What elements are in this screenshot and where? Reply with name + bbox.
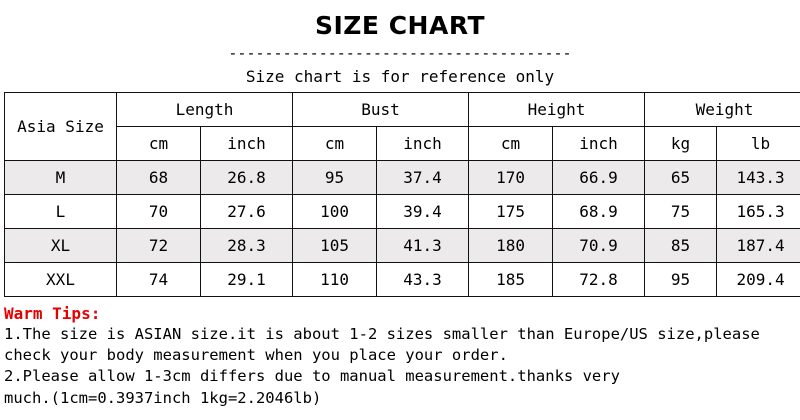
table-header-unit-row xyxy=(5,126,800,160)
unit-header-weight-kg: kg xyxy=(645,126,717,160)
table-header-group-row xyxy=(5,92,800,126)
page-title: SIZE CHART xyxy=(314,11,485,40)
warm-tips-line-4: much.(1cm=0.3937inch 1kg=2.2046lb) xyxy=(4,388,322,407)
warm-tips-heading: Warm Tips: xyxy=(4,303,101,323)
unit-header-length-cm: cm xyxy=(117,126,201,160)
warm-tips-line-3: 2.Please allow 1-3cm differs due to manual measurement.thanks very xyxy=(4,367,620,386)
cell-length-cm: 68 xyxy=(117,160,201,194)
row-size-label: XXL xyxy=(5,262,117,296)
unit-header-height-cm: cm xyxy=(469,126,553,160)
cell-weight-lb: 165.3 xyxy=(717,194,800,228)
cell-bust-cm: 110 xyxy=(293,262,377,296)
title-divider: -------------------------------------- xyxy=(228,43,572,62)
unit-header-bust-inch: inch xyxy=(377,126,469,160)
cell-bust-inch: 37.4 xyxy=(377,160,469,194)
cell-height-cm: 170 xyxy=(469,160,553,194)
unit-header-weight-lb: lb xyxy=(717,126,800,160)
cell-weight-kg: 95 xyxy=(645,262,717,296)
cell-bust-cm: 100 xyxy=(293,194,377,228)
table-row xyxy=(5,262,800,296)
cell-weight-kg: 85 xyxy=(645,228,717,262)
cell-length-inch: 26.8 xyxy=(201,160,293,194)
cell-height-cm: 185 xyxy=(469,262,553,296)
group-header-height: Height xyxy=(469,92,645,126)
warm-tips-line-1: 1.The size is ASIAN size.it is about 1-2 sizes smaller than Europe/US size,please xyxy=(4,324,760,343)
table-row xyxy=(5,160,800,194)
cell-weight-kg: 65 xyxy=(645,160,717,194)
cell-bust-inch: 41.3 xyxy=(377,228,469,262)
cell-weight-kg: 75 xyxy=(645,194,717,228)
cell-bust-cm: 105 xyxy=(293,228,377,262)
cell-height-inch: 66.9 xyxy=(553,160,645,194)
cell-height-inch: 70.9 xyxy=(553,228,645,262)
cell-height-inch: 68.9 xyxy=(553,194,645,228)
cell-height-cm: 180 xyxy=(469,228,553,262)
cell-height-cm: 175 xyxy=(469,194,553,228)
cell-length-cm: 70 xyxy=(117,194,201,228)
row-size-label: L xyxy=(5,194,117,228)
cell-bust-cm: 95 xyxy=(293,160,377,194)
group-header-bust: Bust xyxy=(293,92,469,126)
cell-length-cm: 72 xyxy=(117,228,201,262)
warm-tips-line-2: check your body measurement when you place your order. xyxy=(4,345,508,364)
corner-label: Asia Size xyxy=(5,92,117,160)
group-header-weight: Weight xyxy=(645,92,800,126)
table-row xyxy=(5,194,800,228)
unit-header-length-inch: inch xyxy=(201,126,293,160)
warm-tips-section xyxy=(0,304,800,410)
row-size-label: XL xyxy=(5,228,117,262)
cell-length-cm: 74 xyxy=(117,262,201,296)
table-row xyxy=(5,228,800,262)
cell-length-inch: 28.3 xyxy=(201,228,293,262)
cell-weight-lb: 143.3 xyxy=(717,160,800,194)
cell-height-inch: 72.8 xyxy=(553,262,645,296)
cell-length-inch: 27.6 xyxy=(201,194,293,228)
unit-header-bust-cm: cm xyxy=(293,126,377,160)
cell-weight-lb: 209.4 xyxy=(717,262,800,296)
page-subtitle: Size chart is for reference only xyxy=(245,66,555,86)
row-size-label: M xyxy=(5,160,117,194)
group-header-length: Length xyxy=(117,92,293,126)
size-chart-table xyxy=(4,92,800,297)
unit-header-height-inch: inch xyxy=(553,126,645,160)
cell-length-inch: 29.1 xyxy=(201,262,293,296)
cell-bust-inch: 43.3 xyxy=(377,262,469,296)
cell-weight-lb: 187.4 xyxy=(717,228,800,262)
cell-bust-inch: 39.4 xyxy=(377,194,469,228)
